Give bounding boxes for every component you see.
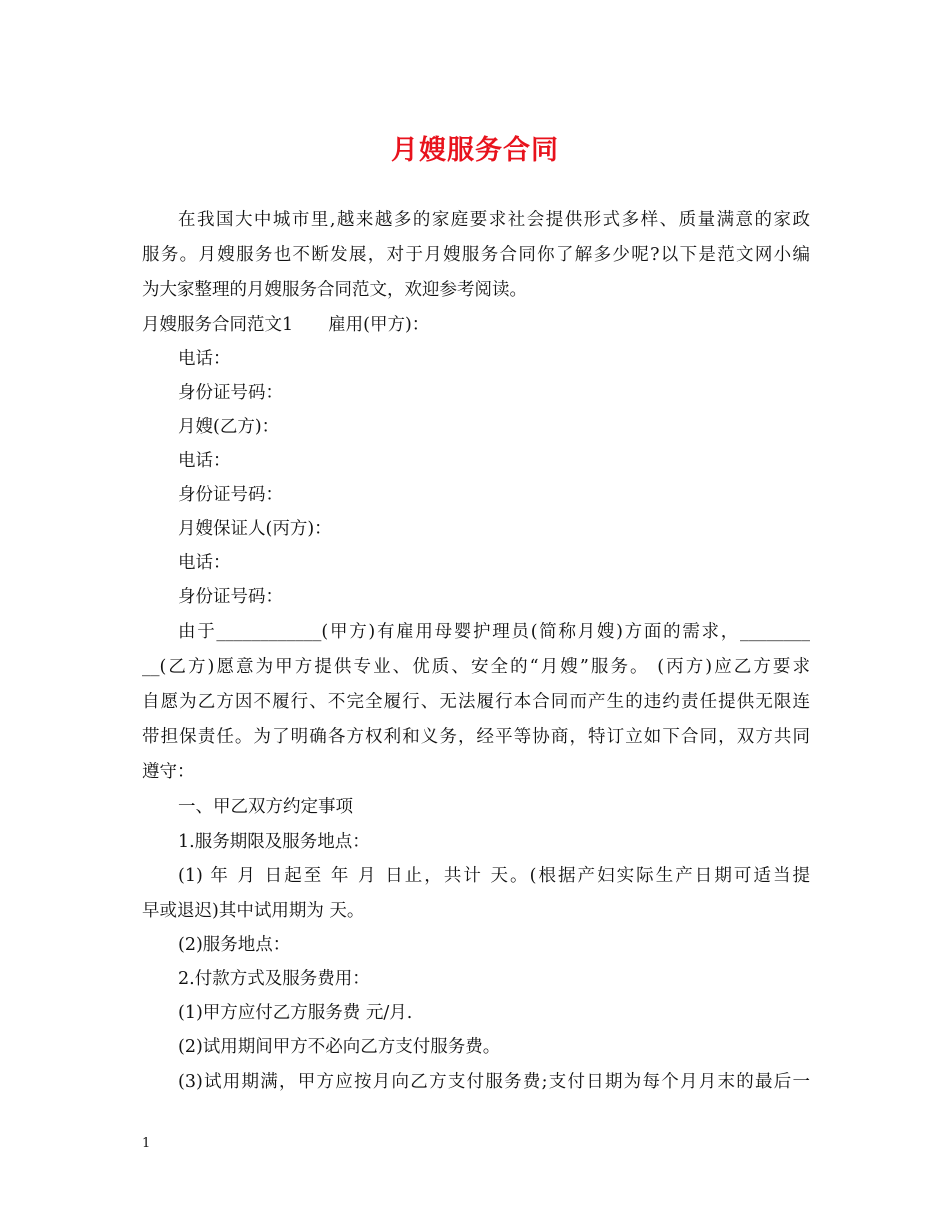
paragraph-line: __(乙方)愿意为甲方提供专业、优质、安全的“月嫂”服务。 (丙方)应乙方要求 (142, 657, 810, 677)
clause-item: 早或退迟)其中试用期为 天。 (142, 901, 365, 921)
clause-item: (3)试用期满，甲方应按月向乙方支付服务费;支付日期为每个月月末的最后一 (178, 1072, 810, 1092)
form-field-label: 身份证号码： (178, 383, 283, 403)
paragraph-line: 遵守： (142, 762, 195, 782)
clause-heading: 一、甲乙双方约定事项 (178, 797, 353, 817)
clause-item: (1) 年 月 日起至 年 月 日止，共计 天。(根据产妇实际生产日期可适当提 (178, 866, 810, 886)
paragraph-line: 在我国大中城市里,越来越多的家庭要求社会提供形式多样、质量满意的家政 (178, 210, 810, 230)
form-field-label: 月嫂保证人(丙方)： (178, 519, 332, 539)
clause-item: (1)甲方应付乙方服务费 元/月. (178, 1003, 413, 1023)
paragraph-line: 服务。月嫂服务也不断发展，对于月嫂服务合同你了解多少呢?以下是范文网小编 (142, 245, 810, 265)
section-heading: 月嫂服务合同范文1 雇用(甲方)： (142, 315, 430, 335)
paragraph-line: 带担保责任。为了明确各方权利和义务，经平等协商，特订立如下合同，双方共同 (142, 727, 810, 747)
clause-item: 1.服务期限及服务地点： (178, 832, 370, 852)
clause-item: 2.付款方式及服务费用： (178, 969, 370, 989)
page-number: 1 (142, 1136, 151, 1151)
clause-item: (2)服务地点： (178, 935, 291, 955)
paragraph-line: 自愿为乙方因不履行、不完全履行、无法履行本合同而产生的违约责任提供无限连 (142, 692, 810, 712)
form-field-label: 身份证号码： (178, 587, 283, 607)
paragraph-line: 由于____________(甲方)有雇用母婴护理员(简称月嫂)方面的需求，________ (178, 622, 810, 642)
form-field-label: 月嫂(乙方)： (178, 417, 280, 437)
form-field-label: 身份证号码： (178, 485, 283, 505)
form-field-label: 电话： (178, 451, 231, 471)
clause-item: (2)试用期间甲方不必向乙方支付服务费。 (178, 1037, 501, 1057)
document-title: 月嫂服务合同 (391, 135, 559, 166)
form-field-label: 电话： (178, 349, 231, 369)
paragraph-line: 为大家整理的月嫂服务合同范文，欢迎参考阅读。 (142, 280, 527, 300)
form-field-label: 电话： (178, 553, 231, 573)
